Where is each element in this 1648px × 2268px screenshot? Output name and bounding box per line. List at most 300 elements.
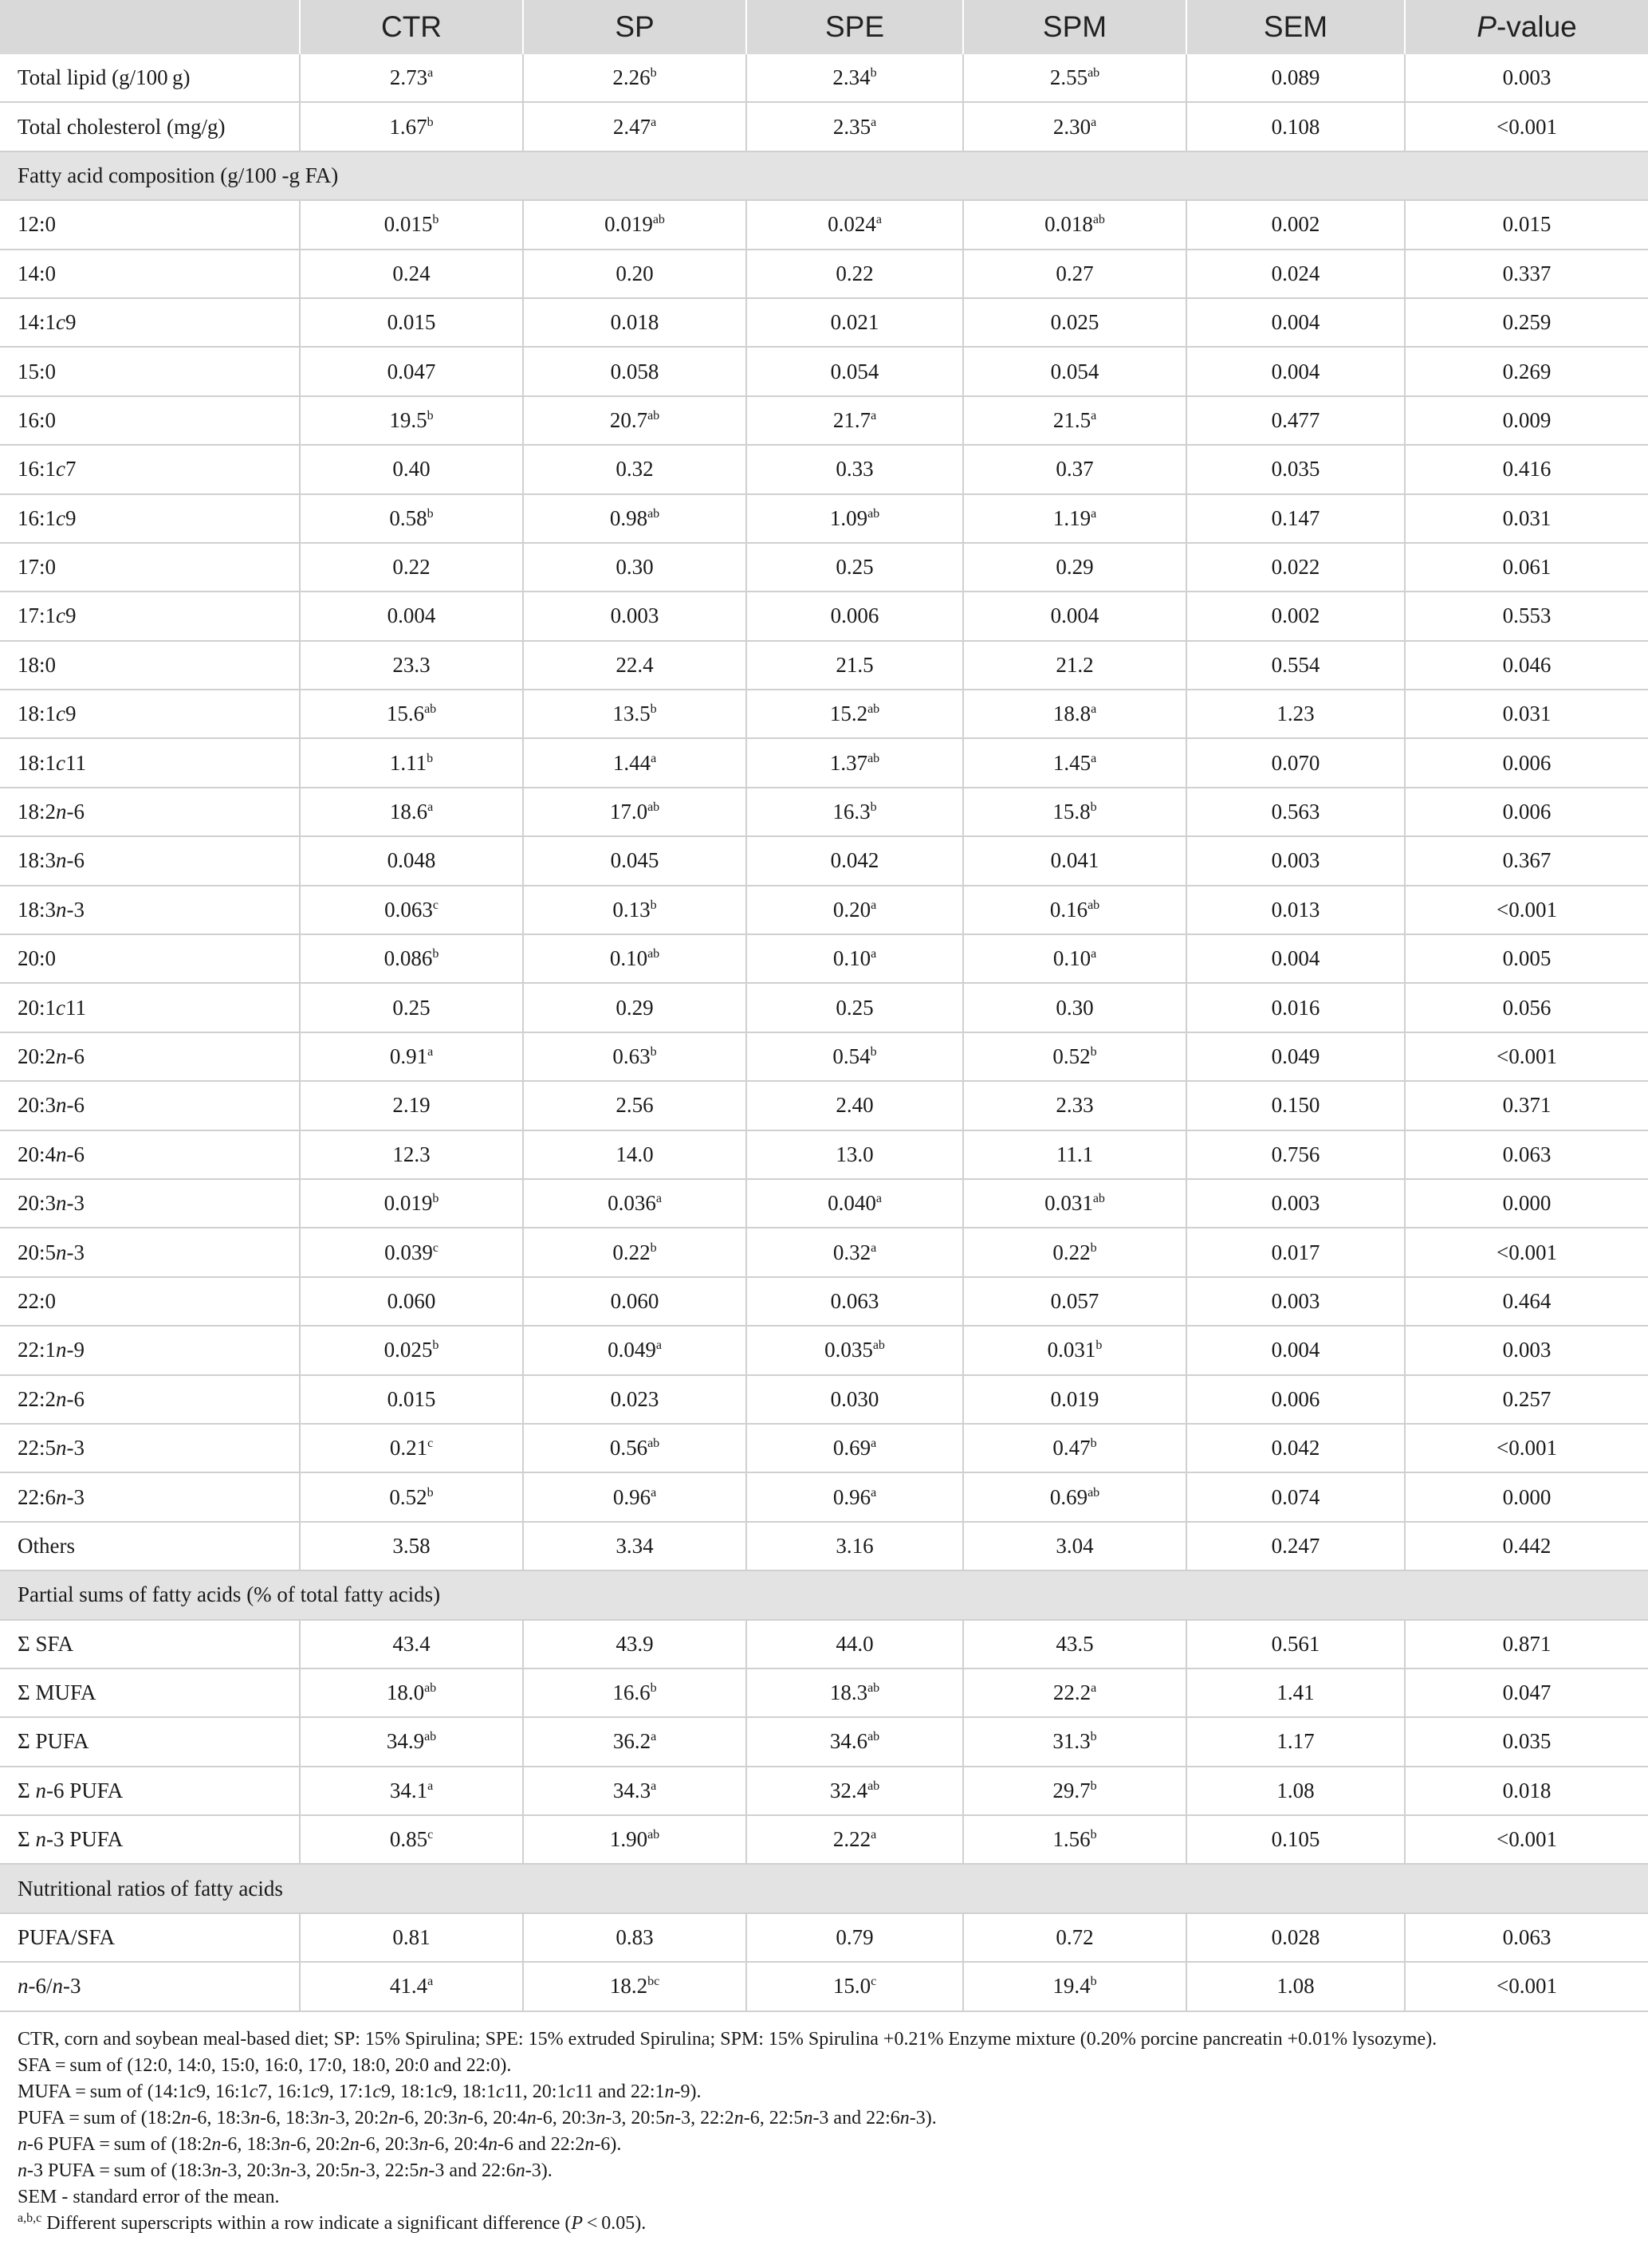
cell-value: 2.47 xyxy=(612,114,651,139)
cell-sem xyxy=(1186,1767,1405,1815)
cell-spe xyxy=(746,983,963,1032)
cell-sp xyxy=(523,641,746,690)
significance-superscript: b xyxy=(1090,1975,1097,1989)
cell-value: 1.90 xyxy=(609,1827,648,1852)
cell-value: 0.009 xyxy=(1502,407,1552,432)
cell-value: 0.046 xyxy=(1502,652,1552,677)
cell-value: 16.6 xyxy=(612,1680,651,1705)
cell-spe xyxy=(746,102,963,151)
row-label: 18:1c11 xyxy=(0,738,300,787)
cell-value: 0.015 xyxy=(387,1386,436,1411)
cell-ctr xyxy=(300,738,523,787)
cell-spe xyxy=(746,738,963,787)
cell-sp xyxy=(523,102,746,151)
cell-value: <0.001 xyxy=(1497,1240,1557,1264)
cell-value: 0.006 xyxy=(1502,800,1552,824)
cell-value: 41.4 xyxy=(389,1974,428,1999)
significance-superscript: ab xyxy=(867,1779,880,1793)
cell-sp xyxy=(523,1130,746,1179)
cell-value: 31.3 xyxy=(1052,1729,1091,1754)
cell-value: 0.22 xyxy=(836,261,874,285)
cell-sem xyxy=(1186,1669,1405,1717)
cell-value: 0.416 xyxy=(1502,457,1552,482)
cell-value: 0.91 xyxy=(389,1044,428,1068)
cell-sp xyxy=(523,1228,746,1276)
cell-value: 43.5 xyxy=(1056,1631,1094,1656)
cell-sp xyxy=(523,1424,746,1472)
cell-sem xyxy=(1186,886,1405,934)
cell-spm xyxy=(963,1179,1186,1228)
cell-value: <0.001 xyxy=(1497,1974,1557,1999)
cell-spm xyxy=(963,200,1186,249)
row-label: 20:3n-3 xyxy=(0,1179,300,1228)
cell-value: 0.041 xyxy=(1050,848,1099,873)
row-label: 20:3n-6 xyxy=(0,1081,300,1130)
cell-ctr xyxy=(300,592,523,640)
table-row xyxy=(0,1326,1648,1374)
cell-spm xyxy=(963,1277,1186,1326)
cell-p-value xyxy=(1405,1620,1648,1669)
cell-value: 1.56 xyxy=(1052,1827,1091,1852)
cell-p-value xyxy=(1405,347,1648,395)
cell-p-value xyxy=(1405,1375,1648,1424)
cell-spe xyxy=(746,54,963,102)
significance-superscript: ab xyxy=(867,506,880,521)
row-label: 22:5n-3 xyxy=(0,1424,300,1472)
cell-value: 0.016 xyxy=(1271,995,1320,1020)
cell-value: 12.3 xyxy=(392,1142,431,1166)
table-row xyxy=(0,250,1648,298)
cell-value: 0.63 xyxy=(612,1044,651,1068)
cell-spm xyxy=(963,396,1186,445)
row-label: 18:3n-3 xyxy=(0,886,300,934)
cell-spe xyxy=(746,494,963,543)
significance-superscript: b xyxy=(650,1240,657,1255)
cell-spe xyxy=(746,641,963,690)
cell-spm xyxy=(963,102,1186,151)
cell-spm xyxy=(963,934,1186,983)
significance-superscript: b xyxy=(427,1485,434,1500)
cell-value: 0.000 xyxy=(1502,1484,1552,1509)
cell-sp xyxy=(523,1962,746,2011)
cell-sem xyxy=(1186,1815,1405,1864)
cell-p-value xyxy=(1405,1424,1648,1472)
row-label: 14:0 xyxy=(0,250,300,298)
significance-superscript: c xyxy=(432,898,439,912)
cell-p-value xyxy=(1405,1669,1648,1717)
table-row xyxy=(0,934,1648,983)
cell-ctr xyxy=(300,1522,523,1570)
cell-value: 15.8 xyxy=(1052,800,1091,824)
footnote-line: n-6 PUFA = sum of (18:2n-6, 18:3n-6, 20:2n-6, 20:3n-6, 20:4n-6 and 22:2n-6). xyxy=(18,2133,622,2155)
cell-value: 43.9 xyxy=(616,1631,654,1656)
cell-sp xyxy=(523,1032,746,1081)
cell-value: <0.001 xyxy=(1497,114,1557,139)
cell-value: 0.52 xyxy=(389,1484,427,1509)
cell-value: 1.45 xyxy=(1052,750,1091,775)
table-row xyxy=(0,298,1648,347)
significance-superscript: b xyxy=(650,702,657,717)
cell-value: 0.25 xyxy=(836,995,874,1020)
cell-value: 1.67 xyxy=(389,114,427,139)
cell-value: 0.004 xyxy=(1271,310,1320,335)
cell-value: 0.031 xyxy=(1502,702,1552,726)
cell-p-value xyxy=(1405,1522,1648,1570)
cell-value: 0.042 xyxy=(1271,1436,1320,1460)
significance-superscript: b xyxy=(650,66,657,81)
cell-spm xyxy=(963,1717,1186,1766)
cell-spm xyxy=(963,1962,1186,2011)
cell-sp xyxy=(523,250,746,298)
significance-superscript: b xyxy=(432,947,439,961)
cell-spe xyxy=(746,1962,963,2011)
significance-superscript: ab xyxy=(1088,898,1100,912)
cell-p-value xyxy=(1405,983,1648,1032)
cell-ctr xyxy=(300,494,523,543)
cell-sem xyxy=(1186,1522,1405,1570)
cell-value: 34.3 xyxy=(612,1778,651,1802)
cell-value: 0.015 xyxy=(1502,212,1552,237)
cell-p-value xyxy=(1405,1277,1648,1326)
table-row xyxy=(0,1620,1648,1669)
header-cell-label xyxy=(0,0,300,54)
cell-sem xyxy=(1186,641,1405,690)
significance-superscript: ab xyxy=(1088,1485,1100,1500)
significance-superscript: a xyxy=(427,800,434,815)
significance-superscript: a xyxy=(871,1240,877,1255)
cell-spm xyxy=(963,445,1186,493)
row-label: 20:0 xyxy=(0,934,300,983)
cell-value: 0.048 xyxy=(387,848,436,873)
footnote-line: n-3 PUFA = sum of (18:3n-3, 20:3n-3, 20:5n-3, 22:5n-3 and 22:6n-3). xyxy=(18,2160,553,2181)
significance-superscript: ab xyxy=(424,1681,437,1696)
significance-superscript: b xyxy=(1090,1779,1097,1793)
cell-p-value xyxy=(1405,200,1648,249)
cell-value: 0.002 xyxy=(1271,212,1320,237)
cell-sp xyxy=(523,445,746,493)
cell-sem xyxy=(1186,738,1405,787)
cell-value: 0.063 xyxy=(830,1288,879,1313)
cell-p-value xyxy=(1405,690,1648,738)
cell-value: 18.2 xyxy=(609,1974,648,1999)
cell-ctr xyxy=(300,886,523,934)
significance-superscript: ab xyxy=(867,1681,880,1696)
cell-value: 0.036 xyxy=(608,1191,656,1216)
cell-spe xyxy=(746,788,963,836)
table-row xyxy=(0,1375,1648,1424)
cell-spm xyxy=(963,1472,1186,1521)
row-label: Σ PUFA xyxy=(0,1717,300,1766)
cell-spm xyxy=(963,1620,1186,1669)
cell-value: 0.004 xyxy=(1271,1338,1320,1362)
table-body xyxy=(0,54,1648,2011)
cell-sp xyxy=(523,543,746,592)
cell-p-value xyxy=(1405,102,1648,151)
cell-spm xyxy=(963,250,1186,298)
cell-value: 0.003 xyxy=(1271,1288,1320,1313)
cell-value: 18.0 xyxy=(386,1680,425,1705)
cell-value: 18.6 xyxy=(389,800,428,824)
significance-superscript: a xyxy=(871,1437,877,1451)
cell-spe xyxy=(746,347,963,395)
cell-sem xyxy=(1186,1472,1405,1521)
section-row xyxy=(0,151,1648,200)
row-label: 17:0 xyxy=(0,543,300,592)
cell-value: 0.20 xyxy=(832,897,871,922)
cell-p-value xyxy=(1405,886,1648,934)
significance-superscript: b xyxy=(1090,800,1097,815)
table-row xyxy=(0,1472,1648,1521)
cell-value: 22.4 xyxy=(616,652,654,677)
cell-spe xyxy=(746,1620,963,1669)
cell-value: 1.19 xyxy=(1052,505,1091,530)
cell-value: 14.0 xyxy=(616,1142,654,1166)
cell-value: 13.5 xyxy=(612,702,651,726)
cell-ctr xyxy=(300,1717,523,1766)
cell-spm xyxy=(963,886,1186,934)
cell-value: 0.29 xyxy=(1056,555,1094,580)
row-label: Others xyxy=(0,1522,300,1570)
table-row xyxy=(0,347,1648,395)
cell-value: 15.2 xyxy=(829,702,868,726)
cell-sem xyxy=(1186,1277,1405,1326)
cell-value: 0.031 xyxy=(1502,505,1552,530)
cell-value: 1.44 xyxy=(612,750,651,775)
cell-value: 0.025 xyxy=(383,1338,433,1362)
cell-spe xyxy=(746,592,963,640)
cell-value: 0.003 xyxy=(1271,848,1320,873)
significance-superscript: ab xyxy=(424,702,437,717)
table-row xyxy=(0,1913,1648,1962)
cell-sem xyxy=(1186,983,1405,1032)
cell-value: 0.25 xyxy=(392,995,431,1020)
cell-value: 20.7 xyxy=(609,407,648,432)
cell-spm xyxy=(963,54,1186,102)
cell-p-value xyxy=(1405,1767,1648,1815)
cell-value: 0.015 xyxy=(387,310,436,335)
cell-value: 0.22 xyxy=(612,1240,651,1264)
cell-value: 2.55 xyxy=(1049,65,1088,90)
significance-superscript: a xyxy=(871,1828,877,1842)
table-row xyxy=(0,543,1648,592)
cell-spm xyxy=(963,641,1186,690)
cell-value: 0.063 xyxy=(384,897,433,922)
cell-value: 0.108 xyxy=(1271,114,1320,139)
cell-value: 0.30 xyxy=(1056,995,1094,1020)
cell-value: 0.10 xyxy=(609,946,648,971)
cell-value: 1.08 xyxy=(1276,1974,1315,1999)
cell-spm xyxy=(963,983,1186,1032)
cell-value: 0.105 xyxy=(1271,1827,1320,1852)
significance-superscript: b xyxy=(1090,1730,1097,1744)
cell-value: 0.031 xyxy=(1044,1191,1093,1216)
significance-superscript: ab xyxy=(867,702,880,717)
significance-superscript: b xyxy=(650,1045,657,1059)
significance-superscript: a xyxy=(871,947,877,961)
cell-value: 0.003 xyxy=(1502,65,1552,90)
cell-value: 0.063 xyxy=(1502,1925,1552,1950)
cell-spe xyxy=(746,1472,963,1521)
cell-p-value xyxy=(1405,298,1648,347)
significance-superscript: c xyxy=(427,1828,434,1842)
significance-superscript: ab xyxy=(1092,1192,1105,1206)
cell-value: 0.32 xyxy=(616,457,654,482)
cell-p-value xyxy=(1405,1962,1648,2011)
cell-value: 22.2 xyxy=(1052,1680,1091,1705)
cell-sem xyxy=(1186,1962,1405,2011)
cell-value: 0.337 xyxy=(1502,261,1552,285)
significance-superscript: a xyxy=(427,1779,434,1793)
footnote-line: SEM - standard error of the mean. xyxy=(18,2186,280,2207)
header-cell-ctr: CTR xyxy=(300,0,523,54)
cell-value: 0.022 xyxy=(1271,555,1320,580)
row-label: PUFA/SFA xyxy=(0,1913,300,1962)
cell-spm xyxy=(963,690,1186,738)
cell-value: 0.021 xyxy=(830,310,879,335)
cell-ctr xyxy=(300,983,523,1032)
cell-p-value xyxy=(1405,1472,1648,1521)
cell-value: 0.96 xyxy=(832,1484,871,1509)
cell-sem xyxy=(1186,54,1405,102)
table-row xyxy=(0,836,1648,885)
cell-value: 0.058 xyxy=(610,359,659,383)
significance-superscript: a xyxy=(427,1975,434,1989)
significance-superscript: a xyxy=(651,1485,657,1500)
row-label: Total lipid (g/100 g) xyxy=(0,54,300,102)
cell-value: 0.477 xyxy=(1271,407,1320,432)
row-label: 18:1c9 xyxy=(0,690,300,738)
significance-superscript: a xyxy=(427,66,434,81)
cell-value: 0.22 xyxy=(392,555,431,580)
table-row xyxy=(0,1179,1648,1228)
row-label: 16:1c9 xyxy=(0,494,300,543)
cell-sp xyxy=(523,1081,746,1130)
header-cell-spe: SPE xyxy=(746,0,963,54)
cell-value: 17.0 xyxy=(609,800,648,824)
cell-value: 0.30 xyxy=(616,555,654,580)
table-row xyxy=(0,1669,1648,1717)
significance-superscript: a xyxy=(1091,115,1097,129)
cell-value: 0.005 xyxy=(1502,946,1552,971)
row-label: Σ MUFA xyxy=(0,1669,300,1717)
cell-spe xyxy=(746,1032,963,1081)
cell-value: 0.049 xyxy=(608,1338,656,1362)
cell-ctr xyxy=(300,641,523,690)
cell-spe xyxy=(746,690,963,738)
cell-value: 0.031 xyxy=(1047,1338,1096,1362)
section-label: Fatty acid composition (g/100 -g FA) xyxy=(0,151,1648,200)
significance-superscript: b xyxy=(870,66,877,81)
cell-value: 0.089 xyxy=(1271,65,1320,90)
cell-spe xyxy=(746,1375,963,1424)
cell-value: 0.023 xyxy=(610,1386,659,1411)
cell-value: 0.006 xyxy=(830,603,879,628)
row-label: 22:2n-6 xyxy=(0,1375,300,1424)
cell-value: 0.004 xyxy=(1271,359,1320,383)
cell-value: 0.871 xyxy=(1502,1631,1552,1656)
cell-value: <0.001 xyxy=(1497,897,1557,922)
cell-value: 0.004 xyxy=(1050,603,1099,628)
cell-value: 0.247 xyxy=(1271,1533,1320,1558)
cell-p-value xyxy=(1405,54,1648,102)
cell-value: 0.004 xyxy=(387,603,436,628)
cell-value: 0.69 xyxy=(1049,1484,1088,1509)
table-footnotes xyxy=(0,2012,1648,2237)
cell-spm xyxy=(963,1669,1186,1717)
cell-sp xyxy=(523,788,746,836)
cell-ctr xyxy=(300,1620,523,1669)
table-row xyxy=(0,983,1648,1032)
cell-ctr xyxy=(300,1767,523,1815)
cell-sem xyxy=(1186,1032,1405,1081)
cell-spe xyxy=(746,1326,963,1374)
significance-superscript: ab xyxy=(647,506,660,521)
cell-ctr xyxy=(300,396,523,445)
cell-value: 0.035 xyxy=(1502,1729,1552,1754)
cell-value: 0.049 xyxy=(1271,1044,1320,1068)
cell-sp xyxy=(523,1669,746,1717)
cell-p-value xyxy=(1405,1326,1648,1374)
cell-spe xyxy=(746,200,963,249)
cell-sp xyxy=(523,983,746,1032)
footnote-line: SFA = sum of (12:0, 14:0, 15:0, 16:0, 17:0, 18:0, 20:0 and 22:0). xyxy=(18,2054,512,2076)
footnote-line: PUFA = sum of (18:2n-6, 18:3n-6, 18:3n-3, 20:2n-6, 20:3n-6, 20:4n-6, 20:3n-3, 20:5n-3, 22:2n-6, 22:5n-3 and 22:6n-3). xyxy=(18,2107,937,2128)
cell-value: 0.553 xyxy=(1502,603,1552,628)
cell-ctr xyxy=(300,445,523,493)
cell-ctr xyxy=(300,1472,523,1521)
cell-value: 43.4 xyxy=(392,1631,431,1656)
cell-p-value xyxy=(1405,494,1648,543)
cell-sp xyxy=(523,1717,746,1766)
header-cell-sp: SP xyxy=(523,0,746,54)
cell-value: 2.30 xyxy=(1052,114,1091,139)
significance-superscript: bc xyxy=(647,1975,660,1989)
cell-value: 0.98 xyxy=(609,505,648,530)
footnote-line: MUFA = sum of (14:1c9, 16:1c7, 16:1c9, 17:1c9, 18:1c9, 18:1c11, 20:1c11 and 22:1n-9). xyxy=(18,2081,702,2102)
table-row xyxy=(0,1081,1648,1130)
cell-ctr xyxy=(300,1081,523,1130)
cell-value: 2.40 xyxy=(836,1093,874,1118)
cell-ctr xyxy=(300,1032,523,1081)
cell-spe xyxy=(746,1424,963,1472)
cell-value: 18.3 xyxy=(829,1680,868,1705)
cell-value: 0.019 xyxy=(383,1191,433,1216)
cell-value: 1.08 xyxy=(1276,1778,1315,1802)
cell-sem xyxy=(1186,690,1405,738)
cell-value: 0.045 xyxy=(610,848,659,873)
significance-superscript: a xyxy=(651,115,657,129)
significance-superscript: a xyxy=(1091,1681,1097,1696)
cell-value: 0.259 xyxy=(1502,310,1552,335)
cell-value: 3.58 xyxy=(392,1533,431,1558)
cell-value: 0.52 xyxy=(1052,1044,1091,1068)
cell-sp xyxy=(523,836,746,885)
cell-value: 0.56 xyxy=(609,1436,648,1460)
cell-value: 0.69 xyxy=(832,1436,871,1460)
significance-superscript: a xyxy=(427,1045,434,1059)
cell-value: 1.41 xyxy=(1276,1680,1315,1705)
cell-spe xyxy=(746,1717,963,1766)
row-label: 16:1c7 xyxy=(0,445,300,493)
cell-spm xyxy=(963,1815,1186,1864)
row-label: 18:2n-6 xyxy=(0,788,300,836)
cell-value: 2.33 xyxy=(1056,1093,1094,1118)
cell-value: 0.371 xyxy=(1502,1093,1552,1118)
row-label: 20:2n-6 xyxy=(0,1032,300,1081)
cell-p-value xyxy=(1405,592,1648,640)
cell-value: 2.34 xyxy=(832,65,871,90)
cell-p-value xyxy=(1405,1032,1648,1081)
